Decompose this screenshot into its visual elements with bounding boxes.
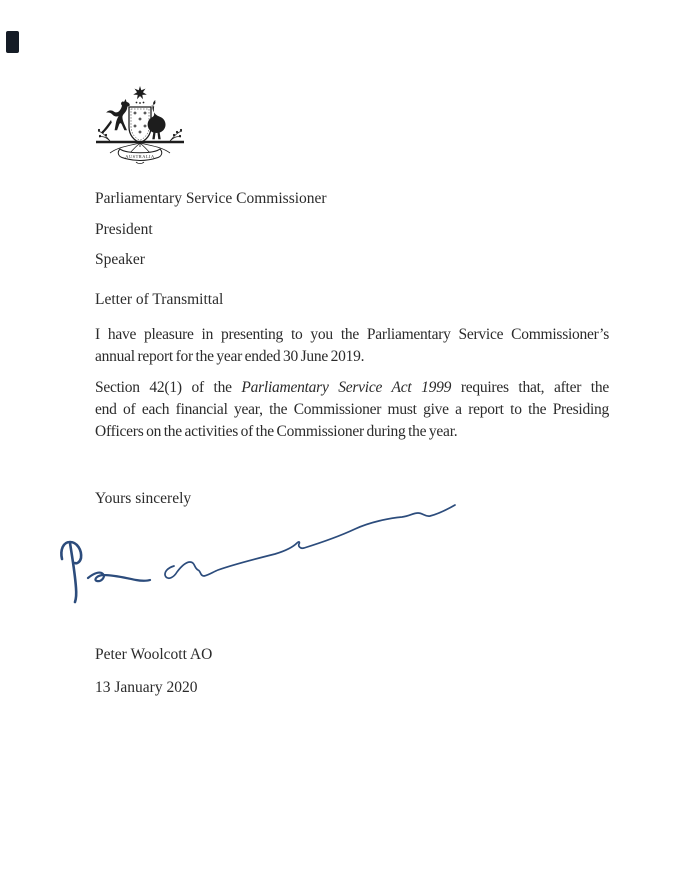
crest-dots	[136, 102, 145, 104]
paragraph-1	[95, 324, 609, 368]
letter-date: 13 January 2020	[95, 679, 198, 696]
signature-el-squiggle	[88, 573, 150, 582]
paragraph-2	[95, 377, 609, 443]
paragraph-1-line-1: I have pleasure in presenting to you the Parliamentary Service Commissioner’s	[95, 326, 609, 343]
paragraph-2-line-1	[95, 377, 609, 399]
scroll-text: AUSTRALIA	[125, 154, 155, 160]
recipient-president: President	[95, 221, 153, 238]
letter-subject: Letter of Transmittal	[95, 291, 224, 308]
commonwealth-star-icon	[133, 86, 147, 99]
p2l1-pre: Section 42(1) of the	[95, 379, 232, 396]
coat-of-arms-emblem	[90, 85, 190, 165]
signature-image	[50, 498, 470, 610]
paragraph-2-line-2: end of each financial year, the Commissioner must give a report to the Presiding	[95, 401, 609, 418]
signature-p-stem	[70, 543, 76, 602]
signatory-name: Peter Woolcott AO	[95, 646, 213, 663]
paragraph-2-line-3: Officers on the activities of the Commissioner during the year.	[95, 423, 458, 440]
kangaroo-silhouette	[102, 99, 130, 133]
signature-long-wave	[165, 505, 455, 578]
page-corner-mark	[6, 31, 19, 53]
sender-title: Parliamentary Service Commissioner	[95, 190, 327, 207]
closing-salutation: Yours sincerely	[95, 490, 192, 507]
act-title-italic: Parliamentary Service Act 1999	[241, 379, 452, 396]
australia-scroll	[118, 149, 161, 161]
wattle-spray-right	[170, 129, 182, 141]
recipient-speaker: Speaker	[95, 251, 145, 268]
paragraph-1-line-2: annual report for the year ended 30 June 2019.	[95, 348, 365, 365]
p2l1-post: requires that, after the	[460, 379, 609, 396]
